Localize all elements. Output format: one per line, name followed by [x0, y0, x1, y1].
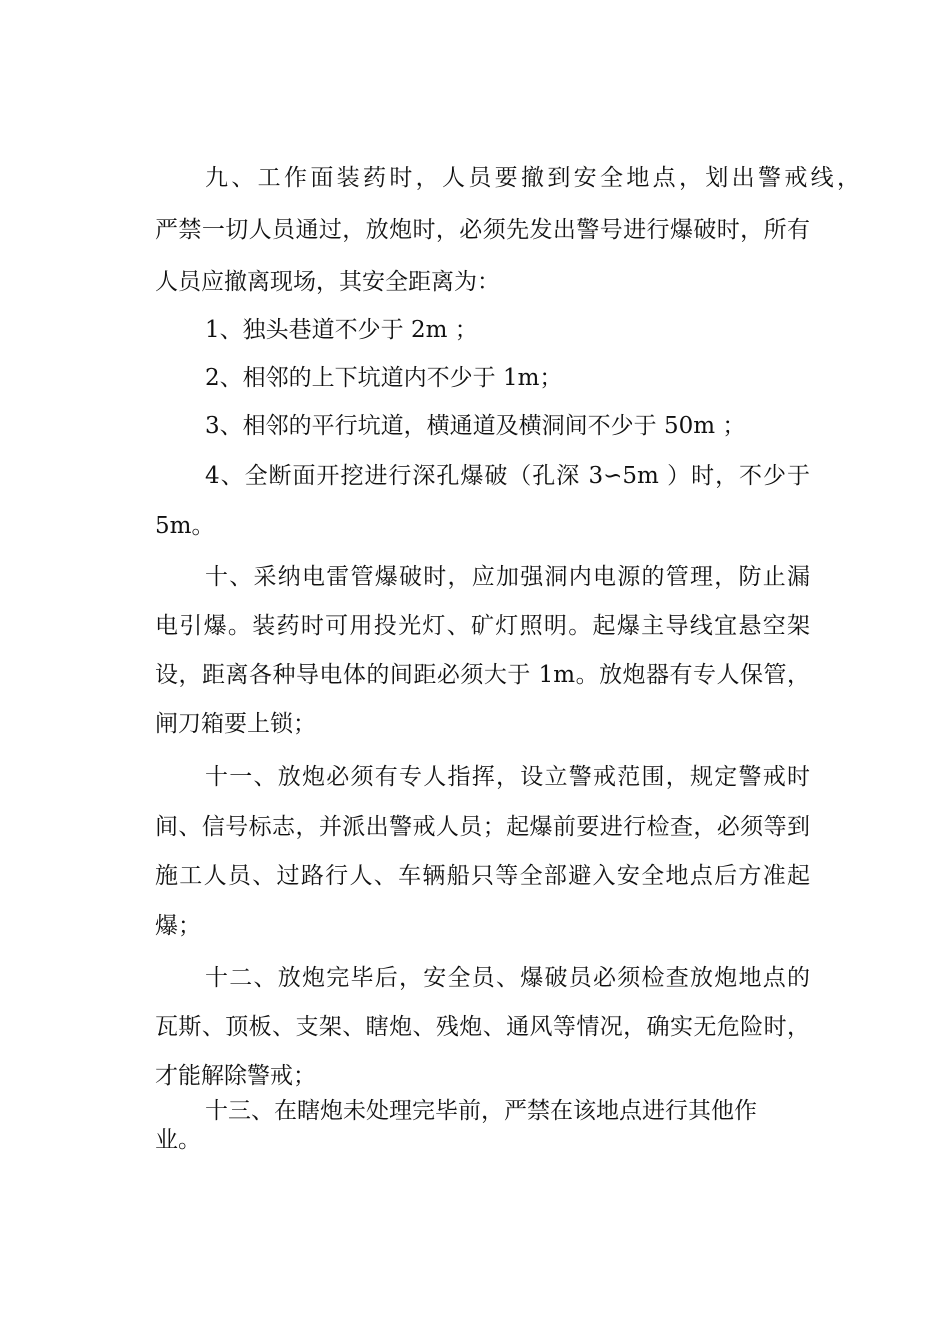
text-line: 间、信号标志，并派出警戒人员；起爆前要进行检查，必须等到 — [155, 814, 810, 840]
text-line: 十二、放炮完毕后，安全员、爆破员必须检查放炮地点的 — [205, 965, 810, 991]
text-line: 爆； — [155, 913, 201, 939]
text-line: 4、全断面开挖进行深孔爆破（孔深 3∽5m ）时，不少于 — [205, 463, 810, 489]
text-line: 2、相邻的上下坑道内不少于 1m； — [205, 365, 563, 391]
text-line: 3、相邻的平行坑道，横通道及横洞间不少于 50m ； — [205, 413, 746, 439]
text-line: 才能解除警戒； — [155, 1063, 316, 1089]
text-line: 电引爆。装药时可用投光灯、矿灯照明。起爆主导线宜悬空架 — [155, 613, 810, 639]
text-line: 人员应撤离现场，其安全距离为： — [155, 269, 500, 295]
text-line: 闸刀箱要上锁； — [155, 711, 316, 737]
text-line: 5m。 — [155, 513, 215, 539]
text-line: 十三、在瞎炮未处理完毕前，严禁在该地点进行其他作 — [205, 1098, 757, 1124]
text-line: 瓦斯、顶板、支架、瞎炮、残炮、通风等情况，确实无危险时， — [155, 1014, 810, 1040]
text-line: 施工人员、过路行人、车辆船只等全部避入安全地点后方准起 — [155, 863, 810, 889]
text-line: 业。 — [155, 1127, 201, 1153]
text-line: 十、采纳电雷管爆破时，应加强洞内电源的管理，防止漏 — [205, 564, 810, 590]
text-line: 设，距离各种导电体的间距必须大于 1m。放炮器有专人保管， — [155, 662, 810, 688]
text-line: 1、独头巷道不少于 2m ； — [205, 317, 478, 343]
text-line: 严禁一切人员通过，放炮时，必须先发出警号进行爆破时，所有 — [155, 217, 810, 243]
text-line: 十一、放炮必须有专人指挥，设立警戒范围，规定警戒时 — [205, 764, 810, 790]
text-line: 九、工作面装药时，人员要撤到安全地点，划出警戒线， — [205, 165, 860, 191]
